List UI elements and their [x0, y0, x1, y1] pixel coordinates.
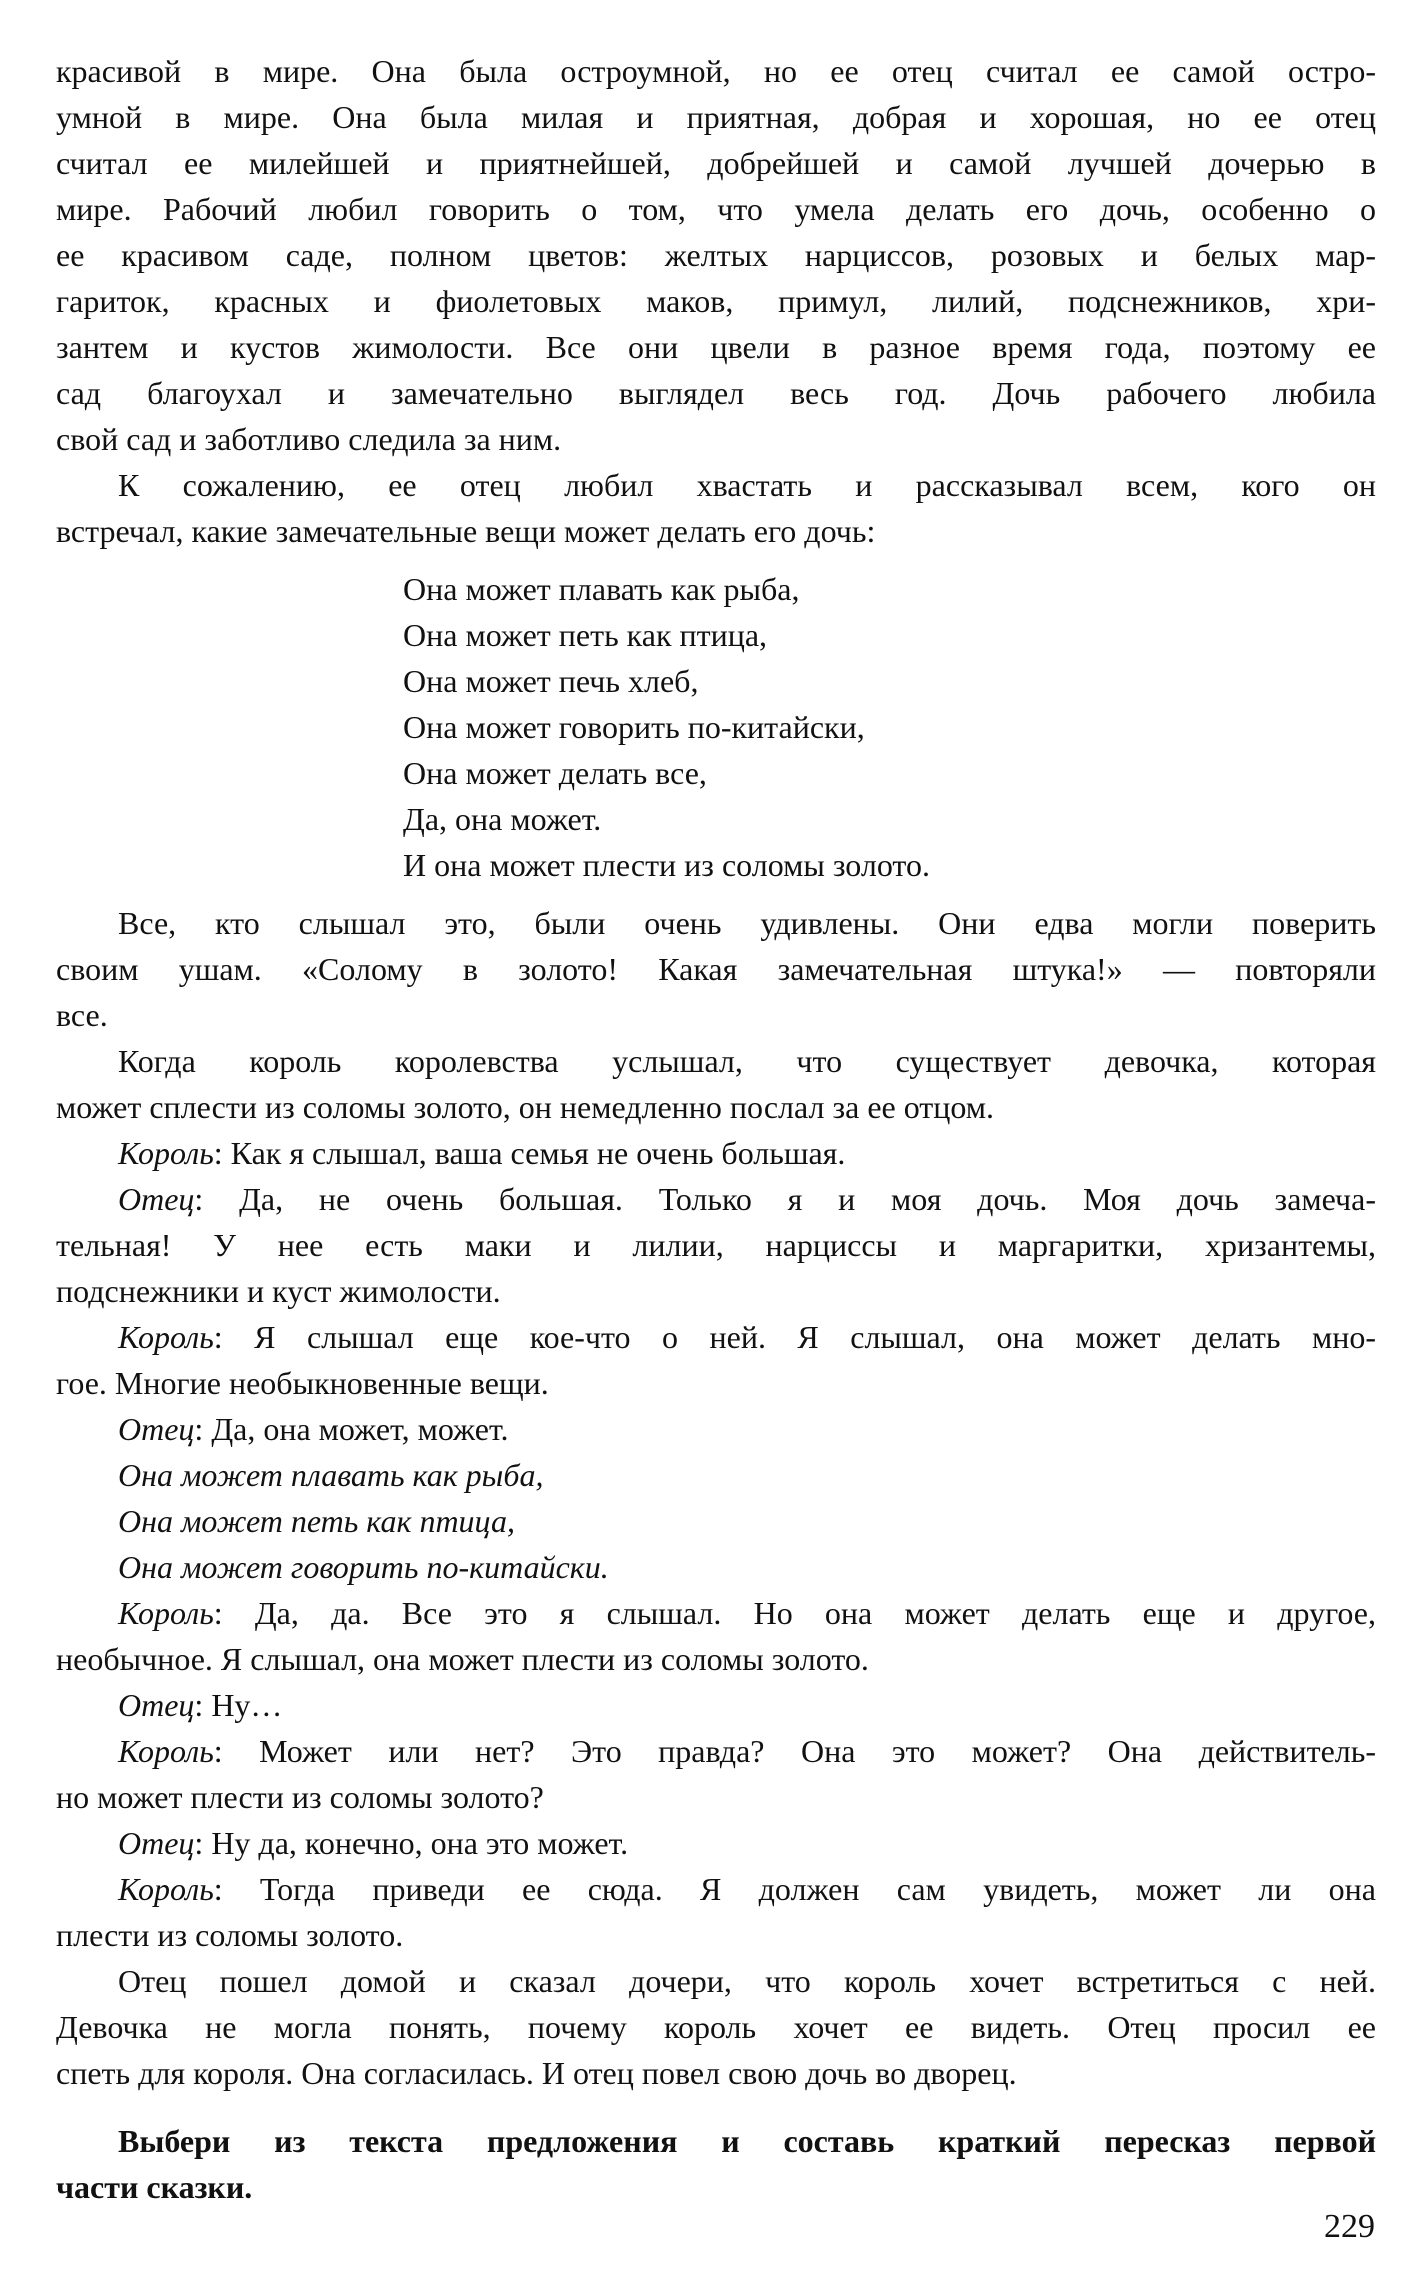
line-text: Она может печь хлеб,	[403, 663, 699, 699]
poem-line	[56, 566, 1376, 612]
text-line	[56, 1636, 1376, 1682]
text-line	[56, 2050, 1376, 2096]
text-line	[56, 324, 1376, 370]
dialogue-line	[56, 1590, 1376, 1636]
speaker-name: Король	[118, 1871, 214, 1907]
line-text: мире. Рабочий любил говорить о том, что умела делать его дочь, особенно о	[56, 191, 1376, 227]
line-text: гое. Многие необыкновенные вещи.	[56, 1365, 549, 1401]
speaker-name: Король	[118, 1595, 214, 1631]
text-line	[56, 2004, 1376, 2050]
line-text: Да, она может.	[403, 801, 602, 837]
line-text: ее красивом саде, полном цветов: желтых нарциссов, розовых и белых мар-	[56, 237, 1376, 273]
line-text: Она может плавать как рыба,	[118, 1457, 544, 1493]
line-text: может сплести из соломы золото, он немедленно послал за ее отцом.	[56, 1089, 995, 1125]
text-line	[56, 1958, 1376, 2004]
line-text: подснежники и куст жимолости.	[56, 1273, 501, 1309]
poem-line	[56, 612, 1376, 658]
line-text: зантем и кустов жимолости. Все они цвели в разное время года, поэтому ее	[56, 329, 1376, 365]
text-line	[56, 370, 1376, 416]
poem-line	[56, 750, 1376, 796]
line-text: Отец пошел домой и сказал дочери, что король хочет встретиться с ней.	[118, 1963, 1376, 1999]
dialogue-line	[56, 1728, 1376, 1774]
line-text: Когда король королевства услышал, что существует девочка, которая	[118, 1043, 1376, 1079]
task-instruction: Выбери из текста предложения и составь краткий пересказ первой	[118, 2123, 1376, 2159]
dialogue-line	[56, 1866, 1376, 1912]
text-line	[56, 1774, 1376, 1820]
line-text: свой сад и заботливо следила за ним.	[56, 421, 562, 457]
line-text: : Может или нет? Это правда? Она это может? Она действитель-	[213, 1733, 1376, 1769]
text-line	[56, 186, 1376, 232]
line-text: встречал, какие замечательные вещи может делать его дочь:	[56, 513, 876, 549]
poem-line	[56, 842, 1376, 888]
line-text: И она может плести из соломы золото.	[403, 847, 930, 883]
text-line	[56, 992, 1376, 1038]
text-line	[56, 1038, 1376, 1084]
text-line	[56, 1084, 1376, 1130]
poem-line	[56, 704, 1376, 750]
dialogue-line	[56, 1314, 1376, 1360]
line-text: но может плести из соломы золото?	[56, 1779, 544, 1815]
text-line	[56, 1498, 1376, 1544]
text-line	[56, 900, 1376, 946]
dialogue-line	[56, 1130, 1376, 1176]
text-line	[56, 1268, 1376, 1314]
text-line	[56, 232, 1376, 278]
line-text: все.	[56, 997, 108, 1033]
text-line	[56, 278, 1376, 324]
speaker-name: Король	[118, 1135, 214, 1171]
line-text: Она может делать все,	[403, 755, 707, 791]
line-text: своим ушам. «Солому в золото! Какая замечательная штука!» — повторяли	[56, 951, 1376, 987]
text-line	[56, 946, 1376, 992]
poem-line	[56, 658, 1376, 704]
text-line	[56, 1452, 1376, 1498]
line-text: тельная! У нее есть маки и лилии, нарциссы и маргаритки, хризантемы,	[56, 1227, 1376, 1263]
line-text: Она может говорить по-китайски.	[118, 1549, 609, 1585]
line-text: : Тогда приведи ее сюда. Я должен сам увидеть, может ли она	[213, 1871, 1376, 1907]
line-text: Девочка не могла понять, почему король хочет ее видеть. Отец просил ее	[56, 2009, 1376, 2045]
task-instruction-continued: части сказки.	[56, 2169, 253, 2205]
line-text: спеть для короля. Она согласилась. И отец повел свою дочь во дворец.	[56, 2055, 1017, 2091]
line-text: гариток, красных и фиолетовых маков, примул, лилий, подснежников, хри-	[56, 283, 1376, 319]
dialogue-line	[56, 1682, 1376, 1728]
speaker-name: Отец	[118, 1181, 195, 1217]
dialogue-line	[56, 1176, 1376, 1222]
text-line	[56, 140, 1376, 186]
speaker-name: Отец	[118, 1687, 195, 1723]
text-line	[56, 508, 1376, 554]
text-line	[56, 1912, 1376, 1958]
line-text: : Да, не очень большая. Только я и моя дочь. Моя дочь замеча-	[194, 1181, 1376, 1217]
text-line	[56, 416, 1376, 462]
line-text: К сожалению, ее отец любил хвастать и рассказывал всем, кого он	[118, 467, 1376, 503]
speaker-name: Король	[118, 1319, 214, 1355]
speaker-name: Отец	[118, 1411, 195, 1447]
line-text: Она может петь как птица,	[403, 617, 768, 653]
line-text: Все, кто слышал это, были очень удивлены. Они едва могли поверить	[118, 905, 1376, 941]
line-text: плести из соломы золото.	[56, 1917, 404, 1953]
speaker-name: Отец	[118, 1825, 195, 1861]
line-text: : Ну…	[194, 1687, 283, 1723]
poem-line	[56, 796, 1376, 842]
line-text: Она может говорить по-китайски,	[403, 709, 865, 745]
text-line	[56, 94, 1376, 140]
line-text: умной в мире. Она была милая и приятная, добрая и хорошая, но ее отец	[56, 99, 1376, 135]
line-text: Она может петь как птица,	[118, 1503, 515, 1539]
line-text: необычное. Я слышал, она может плести из соломы золото.	[56, 1641, 869, 1677]
line-text: сад благоухал и замечательно выглядел весь год. Дочь рабочего любила	[56, 375, 1376, 411]
line-text: : Да, да. Все это я слышал. Но она может делать еще и другое,	[213, 1595, 1376, 1631]
line-text: : Я слышал еще кое-что о ней. Я слышал, она может делать мно-	[213, 1319, 1376, 1355]
line-text: красивой в мире. Она была остроумной, но ее отец считал ее самой остро-	[56, 53, 1376, 89]
speaker-name: Король	[118, 1733, 214, 1769]
text-line	[56, 48, 1376, 94]
line-text: : Ну да, конечно, она это может.	[194, 1825, 629, 1861]
dialogue-line	[56, 1406, 1376, 1452]
page-number: 229	[1324, 2208, 1375, 2245]
text-line	[56, 462, 1376, 508]
text-line	[56, 1222, 1376, 1268]
dialogue-line	[56, 1820, 1376, 1866]
line-text: : Как я слышал, ваша семья не очень большая.	[213, 1135, 846, 1171]
line-text: : Да, она может, может.	[194, 1411, 509, 1447]
line-text: Она может плавать как рыба,	[403, 571, 800, 607]
text-line	[56, 1360, 1376, 1406]
story-text	[56, 48, 1376, 2210]
line-text: считал ее милейшей и приятнейшей, добрейшей и самой лучшей дочерью в	[56, 145, 1376, 181]
text-line	[56, 1544, 1376, 1590]
